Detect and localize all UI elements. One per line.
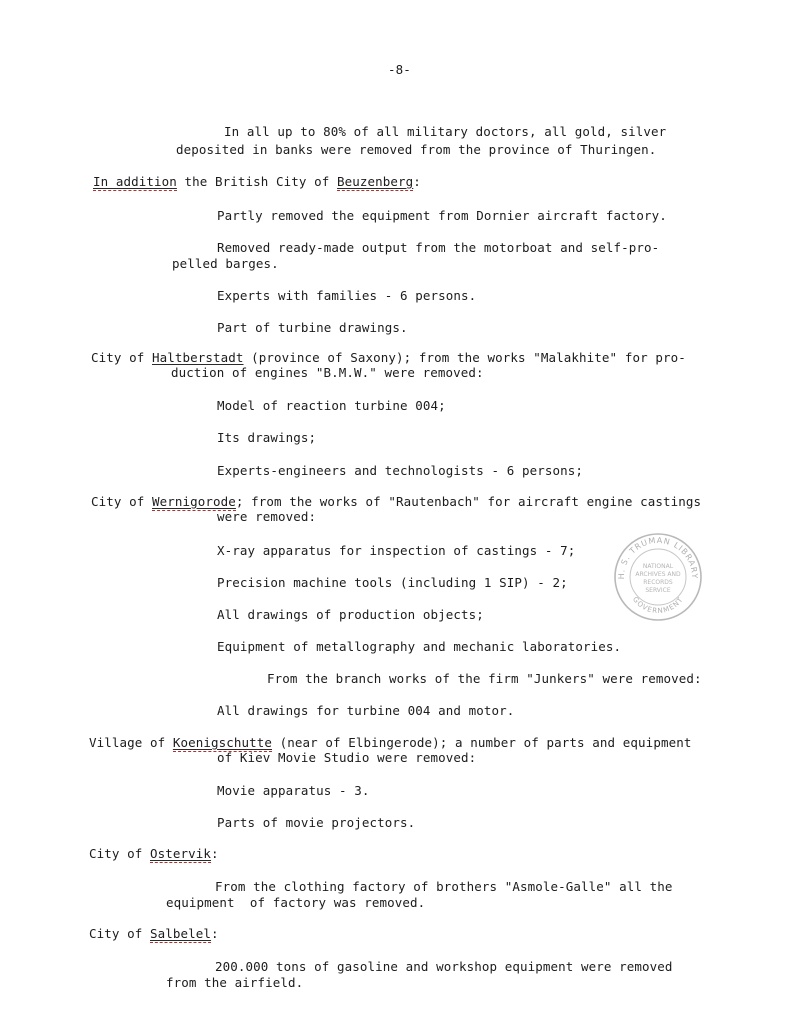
heading-lead: In addition: [93, 174, 177, 189]
heading-text: City of: [91, 494, 153, 509]
list-item: Experts with families - 6 persons.: [217, 288, 477, 303]
heading-text: the British City of: [176, 174, 338, 189]
stamp-inner-text: RECORDS: [643, 579, 673, 586]
archive-stamp: [612, 531, 704, 623]
paragraph-line: from the airfield.: [166, 975, 304, 990]
paragraph-line: deposited in banks were removed from the province of Thuringen.: [176, 142, 657, 157]
heading-continuation: were removed:: [217, 509, 317, 524]
stamp-ring-text: H. S. TRUMAN LIBRARY: [616, 535, 700, 580]
heading-tail: :: [413, 174, 421, 189]
stamp-inner-text: NATIONAL: [642, 563, 674, 570]
list-item: Partly removed the equipment from Dornier aircraft factory.: [217, 208, 667, 223]
heading-text: ; from the works of "Rautenbach" for aircraft engine castings: [235, 494, 702, 509]
section-heading-wernigorode: [91, 494, 701, 509]
place-name: Haltberstadt: [152, 350, 244, 365]
list-item: Its drawings;: [217, 430, 317, 445]
stamp-seal-icon: [612, 531, 704, 623]
heading-continuation: of Kiev Movie Studio were removed:: [217, 750, 477, 765]
place-name: Ostervik: [150, 846, 212, 861]
heading-tail: :: [211, 926, 219, 941]
sub-paragraph: From the branch works of the firm "Junkers" were removed:: [267, 671, 702, 686]
heading-continuation: duction of engines "B.M.W." were removed:: [171, 365, 484, 380]
heading-text: City of: [91, 350, 153, 365]
list-item: Equipment of metallography and mechanic laboratories.: [217, 639, 622, 654]
heading-text: Village of: [89, 735, 173, 750]
place-name: Koenigschutte: [172, 735, 273, 750]
stamp-inner-text: ARCHIVES AND: [635, 571, 681, 578]
list-item: Experts-engineers and technologists - 6 persons;: [217, 463, 584, 478]
paragraph-line: equipment of factory was removed.: [166, 895, 426, 910]
stamp-bottom-text: GOVERNMENT: [630, 595, 686, 616]
section-heading-haltberstadt: [91, 350, 686, 365]
paragraph-line: From the clothing factory of brothers "Asmole-Galle" all the: [215, 879, 673, 894]
place-name: Beuzenberg: [337, 174, 414, 189]
heading-text: (province of Saxony); from the works "Malakhite" for pro-: [243, 350, 686, 365]
list-item: Part of turbine drawings.: [217, 320, 408, 335]
section-heading-salbelel: [89, 926, 219, 941]
list-item: Movie apparatus - 3.: [217, 783, 370, 798]
list-item: All drawings of production objects;: [217, 607, 484, 622]
paragraph-line: 200.000 tons of gasoline and workshop equipment were removed: [215, 959, 673, 974]
list-item: Parts of movie projectors.: [217, 815, 416, 830]
heading-text: City of: [89, 846, 151, 861]
page-number: -8-: [388, 62, 411, 77]
list-item: X-ray apparatus for inspection of castings - 7;: [217, 543, 576, 558]
heading-tail: :: [211, 846, 219, 861]
place-name: Wernigorode: [152, 494, 236, 509]
paragraph-line: In all up to 80% of all military doctors, all gold, silver: [224, 124, 667, 139]
section-heading-ostervik: [89, 846, 219, 861]
list-item: Precision machine tools (including 1 SIP) - 2;: [217, 575, 568, 590]
section-heading-beuzenberg: [93, 174, 421, 189]
list-item: pelled barges.: [172, 256, 279, 271]
list-item: Model of reaction turbine 004;: [217, 398, 446, 413]
list-item: All drawings for turbine 004 and motor.: [217, 703, 515, 718]
heading-text: (near of Elbingerode); a number of parts and equipment: [272, 735, 692, 750]
place-name: Salbelel: [150, 926, 212, 941]
heading-text: City of: [89, 926, 151, 941]
section-heading-koenigschutte: [89, 735, 691, 750]
stamp-inner-text: SERVICE: [645, 587, 671, 594]
list-item: Removed ready-made output from the motorboat and self-pro-: [217, 240, 660, 255]
